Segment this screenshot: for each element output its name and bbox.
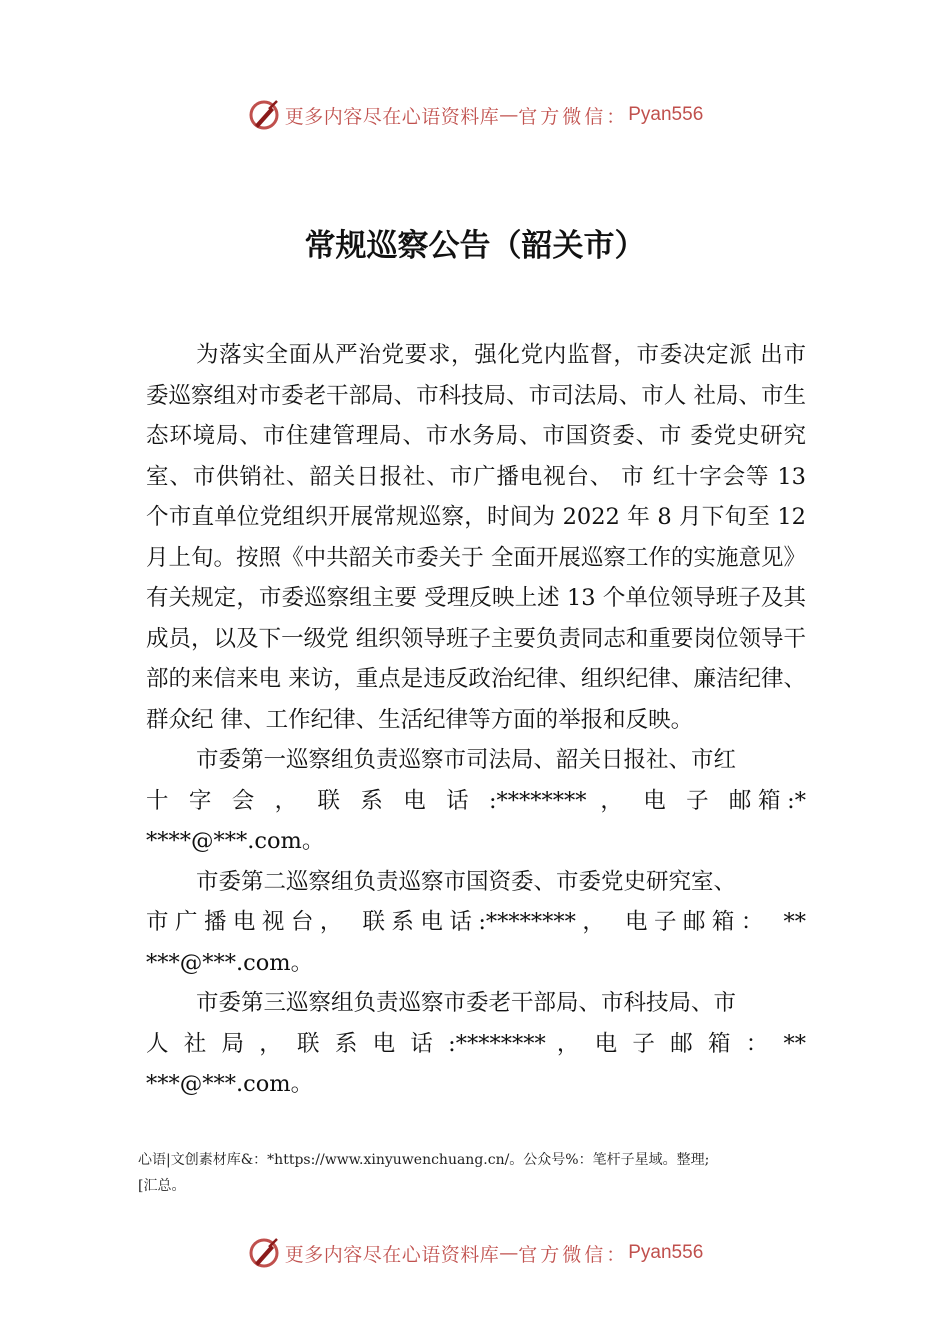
banner-text: 更多内容尽在心语资料库 xyxy=(284,1243,500,1266)
text-line: 社局、市生态环境局、市住建管理局、市水务局、市国资委、市 xyxy=(146,382,806,449)
text-line: 来访，重点是违反政治纪律、组织纪律、廉洁纪律、群众纪 xyxy=(146,666,806,733)
email-line: ***@***.com。 xyxy=(146,949,314,976)
text-line: 市委第一巡察组负责巡察市司法局、韶关日报社、市红 xyxy=(196,747,737,773)
group1-contact xyxy=(146,781,806,862)
source-note-line: [汇总。 xyxy=(138,1178,186,1194)
group2-contact xyxy=(146,902,806,983)
group3-paragraph xyxy=(146,983,806,1024)
text-line: 律、工作纪律、生活纪律等方面的举报和反映。 xyxy=(220,706,694,733)
text-line: 出市委巡察组对市委老干部局、市科技局、市司法局、市人 xyxy=(146,342,806,409)
page-title: 常规巡察公告（韶关市） xyxy=(304,228,646,264)
header-banner xyxy=(0,95,950,135)
banner-id: Pyan556 xyxy=(628,1242,704,1263)
banner-text: 更多内容尽在心语资料库 xyxy=(284,105,500,128)
text-line: 受理反映上述 13 个单位领导班子及其成员，以及下一级党 xyxy=(146,585,807,652)
text-line: 全面开展巡察工作的实施意见》有关规定，市委巡察组主要 xyxy=(146,544,806,611)
email-line: ****@***.com。 xyxy=(146,828,325,854)
group2-paragraph xyxy=(146,862,806,903)
banner-label: 官方微信： xyxy=(518,1243,629,1266)
contact-line: 人 社 局 ， 联 系 电 话 :******** ， 电 子 邮 箱 ： ** xyxy=(146,1030,806,1057)
text-line: 红十字会等 13 个市直单位党组织开展常规巡察，时间为 xyxy=(146,463,806,530)
pen-logo-icon xyxy=(247,1236,281,1270)
source-note xyxy=(138,1147,838,1199)
text-line: 市委第二巡察组负责巡察市国资委、市委党史研究室、 xyxy=(196,868,737,895)
banner-label: 官方微信： xyxy=(518,105,629,128)
group1-paragraph xyxy=(146,740,806,781)
banner-id: Pyan556 xyxy=(628,104,704,125)
banner-separator: — xyxy=(499,1242,519,1264)
intro-paragraph xyxy=(146,335,806,740)
text-line: 组织领导班子主要负责同志和重要岗位领导干部的来信来电 xyxy=(146,625,806,692)
email-line: ***@***.com。 xyxy=(146,1071,314,1097)
contact-line: 十 字 会 ， 联 系 电 话 :******** ， 电 子 邮箱:* xyxy=(146,787,806,814)
text-line: 为落实全面从严治党要求，强化党内监督，市委决定派 xyxy=(196,342,753,368)
document-body xyxy=(146,335,806,1105)
text-line: 2022 年 8 月下旬至 12 月上旬。按照《中共韶关市委关于 xyxy=(146,504,806,571)
text-line: 委党史研究室、市供销社、韶关日报社、市广播电视台、 市 xyxy=(146,423,806,490)
text-line: 市委第三巡察组负责巡察市委老干部局、市科技局、市 xyxy=(196,990,737,1016)
contact-line: 市广播电视台， 联系电话:********， 电子邮箱： ** xyxy=(146,909,806,935)
banner-separator: — xyxy=(499,104,519,126)
footer-banner xyxy=(0,1233,950,1273)
pen-logo-icon xyxy=(247,98,281,132)
group3-contact xyxy=(146,1024,806,1105)
source-note-line: 心语|文创素材库&：*https://www.xinyuwenchuang.cn/。公众号%：笔杆子星域。整理; xyxy=(138,1152,710,1168)
